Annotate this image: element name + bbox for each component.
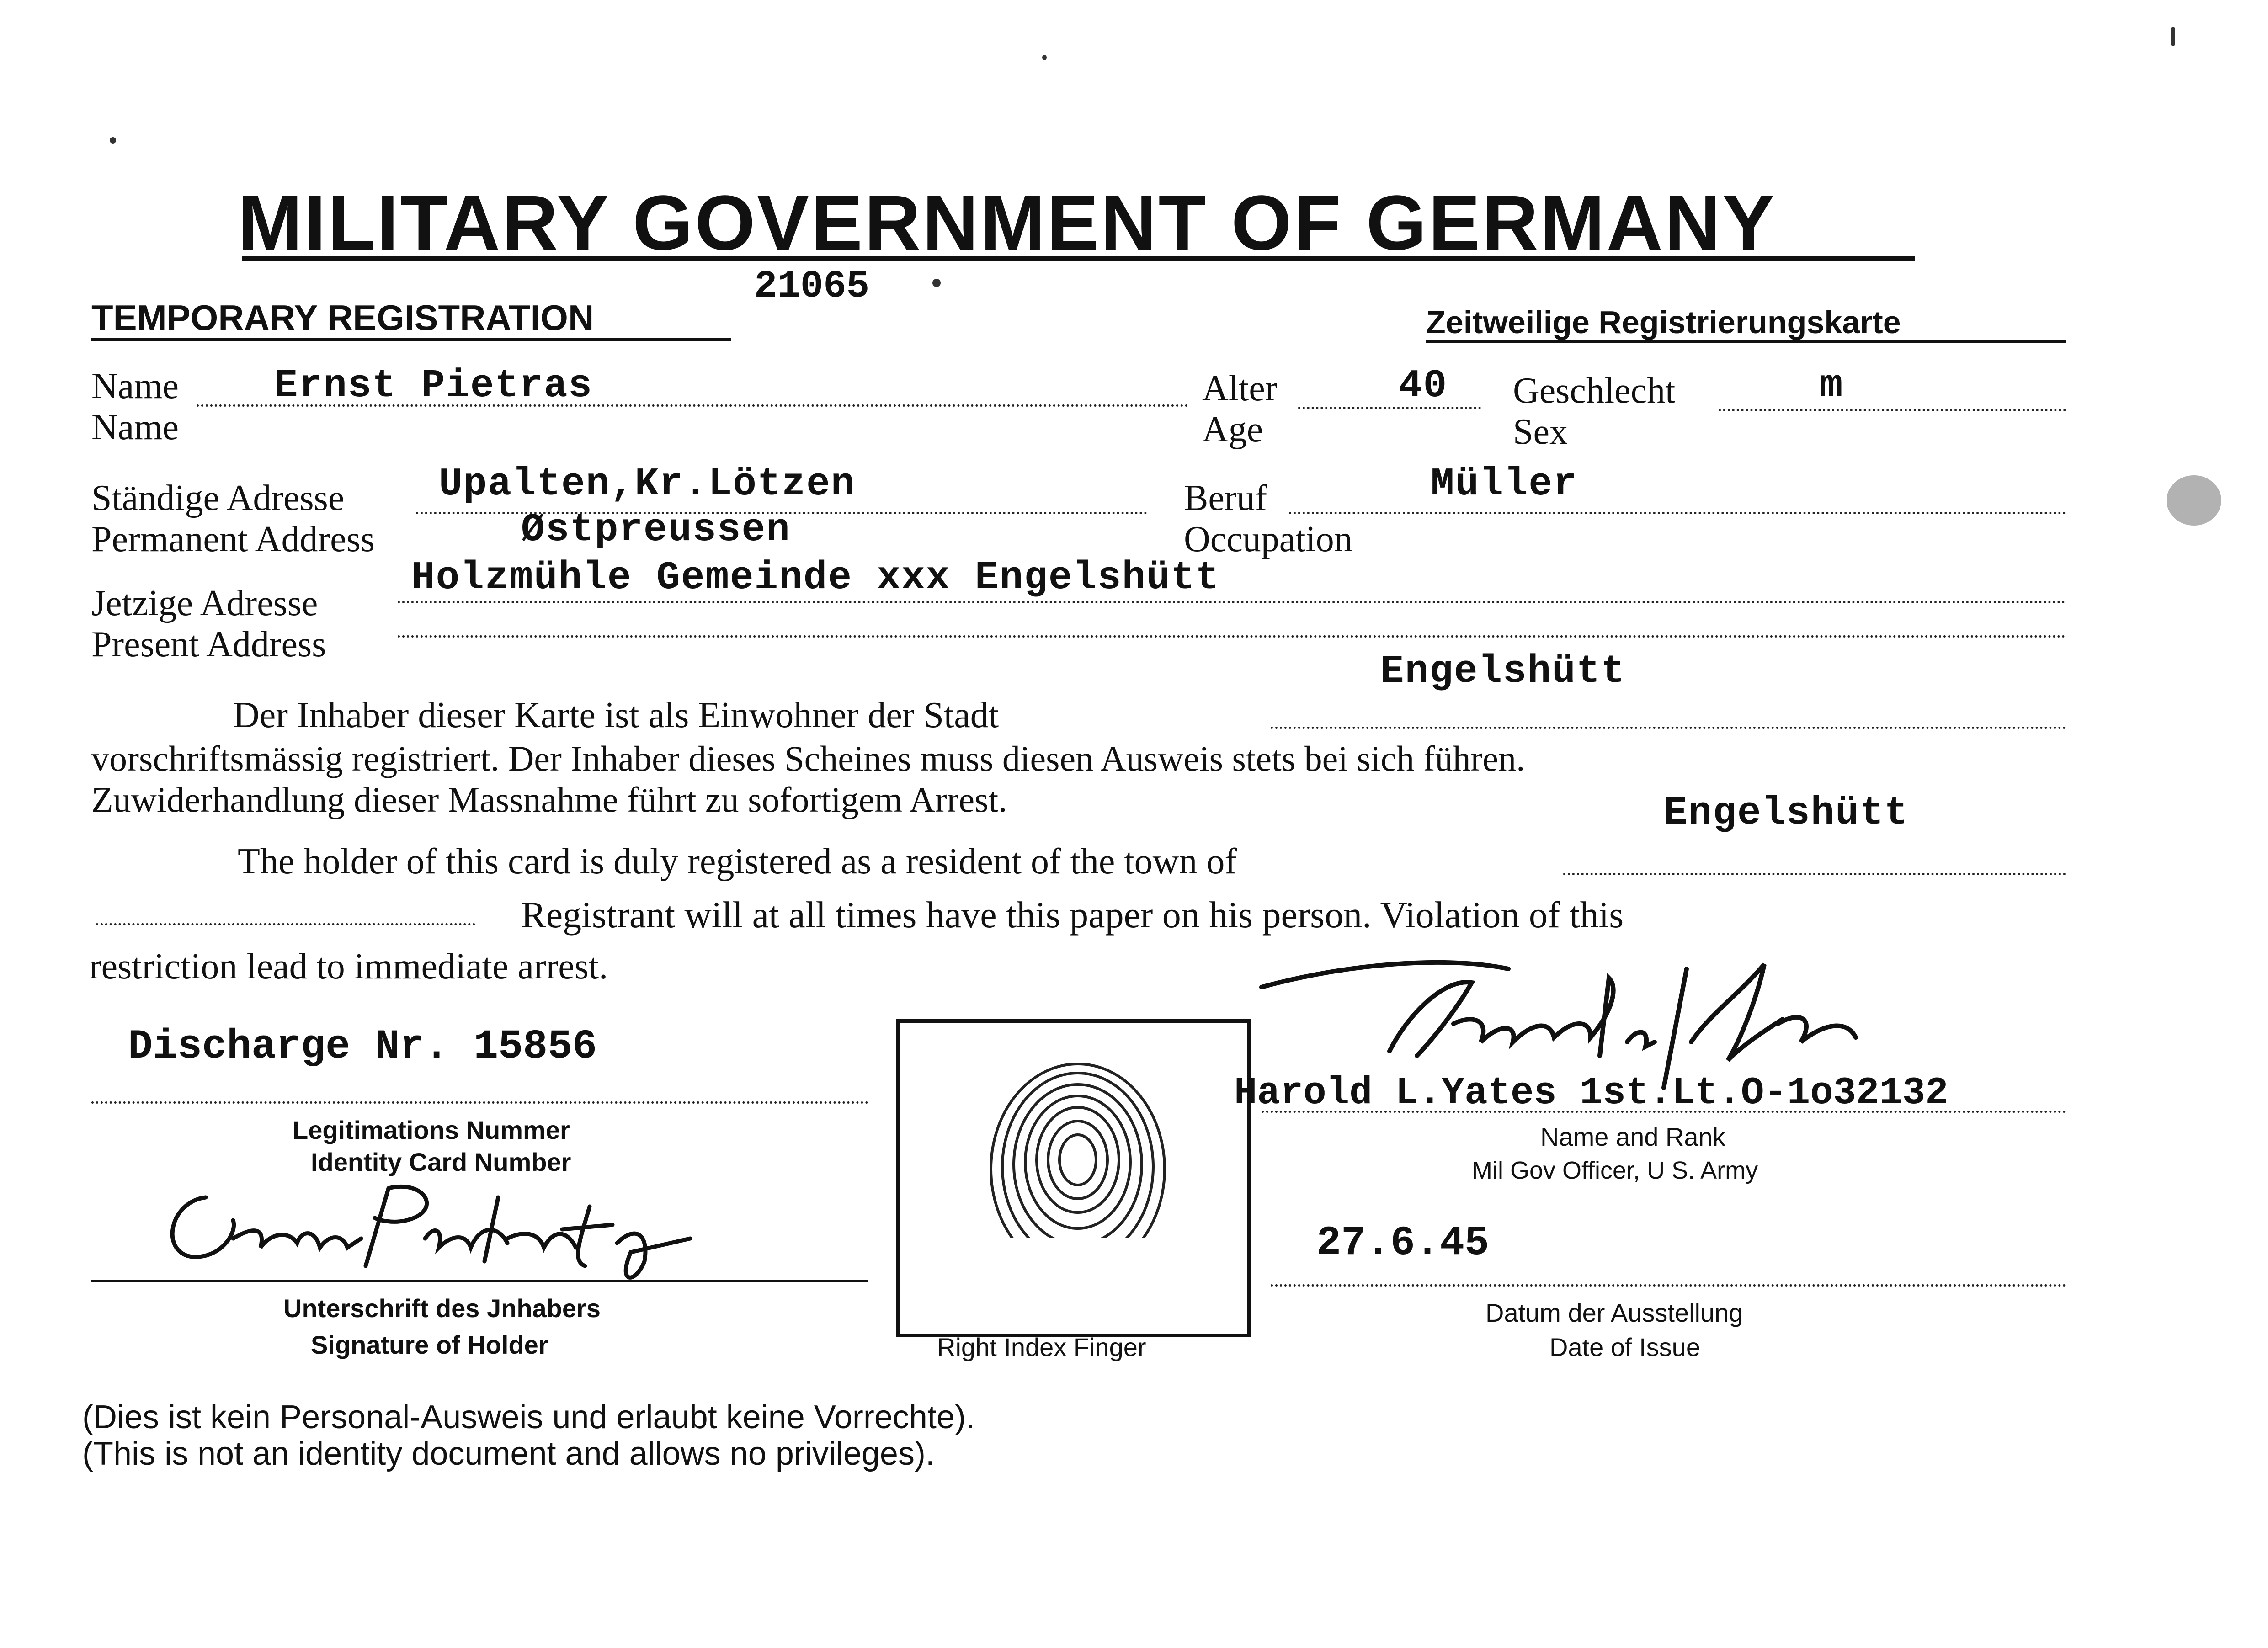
occupation-value: Müller [1431, 462, 1578, 506]
name-value: Ernst Pietras [274, 363, 593, 408]
name-label-en: Name [91, 407, 179, 447]
scan-speck [2167, 475, 2221, 526]
date-label-de: Datum der Ausstellung [1485, 1298, 1743, 1327]
en-town-line-2 [96, 923, 475, 925]
serial-number: 21065 [754, 265, 870, 308]
disclaimer-en: (This is not an identity document and allows no privileges). [82, 1435, 935, 1472]
temporary-registration-heading: TEMPORARY REGISTRATION [91, 298, 594, 338]
en-statement-line-3: restriction lead to immediate arrest. [89, 946, 608, 987]
date-label-en: Date of Issue [1549, 1333, 1700, 1361]
sex-line [1719, 409, 2066, 411]
en-town-line [1563, 873, 2066, 875]
present-address-line-2 [398, 635, 2066, 638]
holder-signature-label-en: Signature of Holder [311, 1330, 548, 1359]
discharge-line [91, 1101, 868, 1104]
right-caption-underline [1426, 340, 2066, 343]
identity-card-label: Identity Card Number [311, 1148, 571, 1176]
fingerprint-box [896, 1019, 1251, 1337]
scan-speck [110, 137, 116, 144]
date-line [1271, 1284, 2066, 1287]
date-of-issue-value: 27.6.45 [1316, 1220, 1490, 1267]
zeitweilige-heading: Zeitweilige Registrierungskarte [1426, 304, 1901, 340]
perm-address-value: Upalten,Kr.Lötzen [439, 462, 856, 506]
de-statement-line-3: Zuwiderhandlung dieser Massnahme führt zu sofortigem Arrest. [91, 780, 1007, 819]
occupation-label-de: Beruf [1184, 478, 1267, 518]
present-address-value: Holzmühle Gemeinde xxx Engelshütt [411, 555, 1220, 600]
officer-name-rank: Harold L.Yates 1st.Lt.O-1o32132 [1234, 1072, 1949, 1115]
name-and-rank-label: Name and Rank [1540, 1122, 1725, 1151]
left-caption-underline [91, 338, 731, 341]
age-line [1298, 407, 1481, 409]
legitimation-label: Legitimations Nummer [293, 1116, 570, 1144]
age-label-de: Alter [1202, 368, 1278, 409]
perm-address-label-en: Permanent Address [91, 519, 375, 559]
holder-signature-line [91, 1280, 868, 1282]
mil-gov-officer-label: Mil Gov Officer, U S. Army [1472, 1157, 1758, 1184]
perm-address-line [416, 512, 1147, 514]
sex-label-en: Sex [1513, 412, 1568, 452]
sex-value: m [1819, 363, 1844, 408]
occupation-line [1289, 512, 2066, 514]
name-line [197, 404, 1188, 407]
present-address-label-de: Jetzige Adresse [91, 583, 318, 623]
holder-signature [151, 1170, 791, 1289]
de-town-value: Engelshütt [1380, 649, 1626, 694]
officer-line [1262, 1111, 2066, 1113]
perm-address-label-de: Ständige Adresse [91, 478, 345, 518]
document-title: MILITARY GOVERNMENT OF GERMANY [238, 180, 1776, 266]
right-index-finger-label: Right Index Finger [937, 1333, 1146, 1361]
age-label-en: Age [1202, 409, 1263, 450]
en-statement-line-2: Registrant will at all times have this paper on his person. Violation of this [521, 894, 1624, 936]
title-underline [242, 256, 1915, 261]
de-town-line [1271, 727, 2066, 729]
holder-signature-label-de: Unterschrift des Jnhabers [283, 1294, 601, 1323]
present-address-line-1 [398, 601, 2066, 603]
de-statement-line-2: vorschriftsmässig registriert. Der Inhaber dieses Scheines muss diesen Ausweis stets bei sich führen. [91, 739, 1525, 778]
fingerprint-icon [900, 1023, 1247, 1334]
present-address-label-en: Present Address [91, 624, 326, 665]
sex-label-de: Geschlecht [1513, 371, 1676, 411]
discharge-number: Discharge Nr. 15856 [128, 1024, 597, 1070]
scan-speck [1042, 55, 1047, 60]
occupation-label-en: Occupation [1184, 519, 1352, 559]
en-town-value: Engelshütt [1664, 791, 1909, 835]
age-value: 40 [1399, 363, 1448, 408]
en-statement-line-1: The holder of this card is duly registered as a resident of the town of [238, 841, 1237, 882]
perm-address-value-2: Østpreussen [521, 507, 791, 552]
name-label-de: Name [91, 366, 179, 406]
scan-speck [932, 279, 941, 287]
de-statement-line-1: Der Inhaber dieser Karte ist als Einwohner der Stadt [233, 695, 999, 735]
scan-speck [2171, 27, 2175, 46]
disclaimer-de: (Dies ist kein Personal-Ausweis und erlaubt keine Vorrechte). [82, 1399, 975, 1435]
